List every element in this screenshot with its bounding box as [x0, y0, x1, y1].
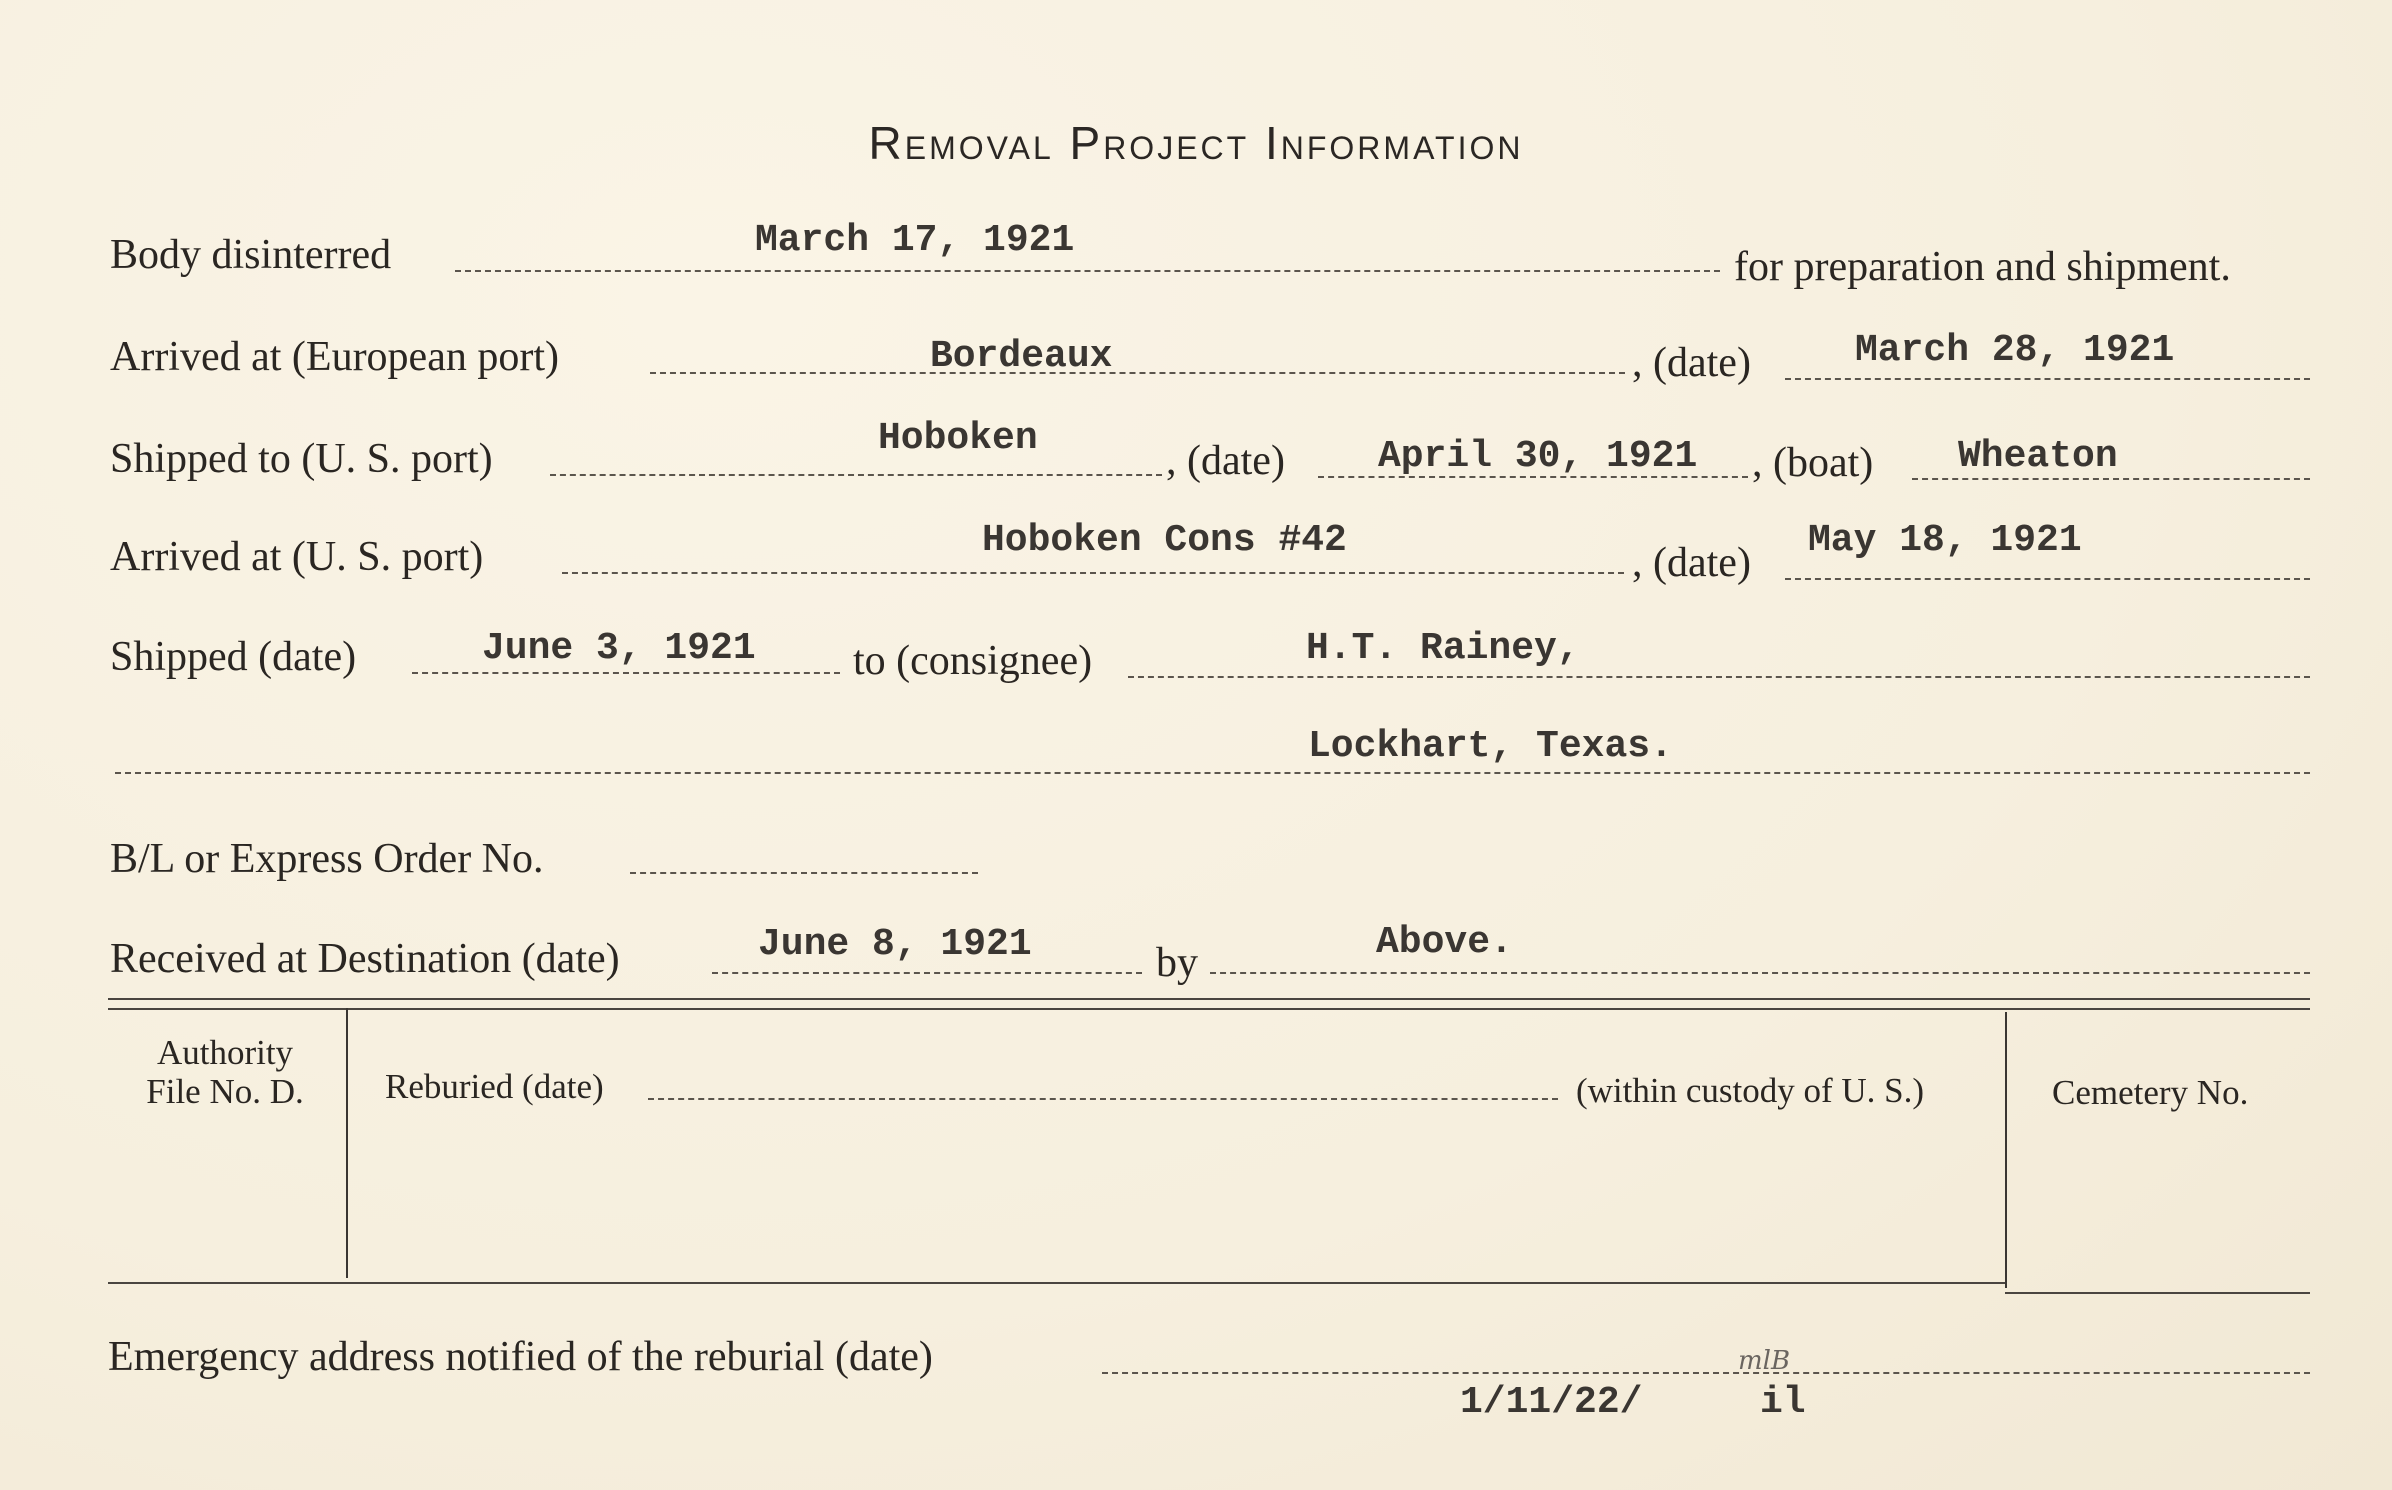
field-line-arrived-date — [1785, 578, 2310, 580]
value-emergency-date: 1/11/22/ — [1460, 1381, 1643, 1424]
label-file-no: File No. D. — [146, 1071, 304, 1111]
label-bl-order: B/L or Express Order No. — [110, 836, 544, 882]
label-by: by — [1156, 940, 1198, 986]
value-initials: il — [1760, 1381, 1806, 1424]
field-line-shipped-consignee-date — [412, 672, 840, 674]
label-emergency: Emergency address notified of the reburial (date) — [108, 1334, 933, 1380]
table-divider-left — [346, 1008, 348, 1278]
label-shipped-to: Shipped to (U. S. port) — [110, 436, 493, 482]
field-line-disinterred — [455, 270, 1720, 272]
value-boat: Wheaton — [1958, 435, 2118, 478]
value-european-date: March 28, 1921 — [1855, 329, 2175, 372]
label-reburied: Reburied (date) — [385, 1067, 604, 1106]
label-for-preparation: for preparation and shipment. — [1734, 244, 2231, 290]
label-authority: Authority — [156, 1033, 294, 1072]
label-to-consignee: to (consignee) — [853, 638, 1093, 684]
value-shipped-consignee-date: June 3, 1921 — [482, 627, 756, 670]
label-body-disinterred: Body disinterred — [110, 232, 392, 278]
field-line-received-by — [1210, 972, 2310, 974]
field-line-received-date — [712, 972, 1142, 974]
value-european-port: Bordeaux — [930, 335, 1113, 378]
cell-authority — [130, 1034, 320, 1111]
field-line-european-date — [1785, 378, 2310, 380]
table-top-rule — [108, 998, 2310, 1000]
label-shipped-consignee-date: Shipped (date) — [110, 634, 357, 680]
value-disinterred-date: March 17, 1921 — [755, 219, 1075, 262]
field-line-arrived-us — [562, 572, 1624, 574]
label-received: Received at Destination (date) — [110, 936, 620, 982]
label-custody: (within custody of U. S.) — [1576, 1071, 1925, 1110]
field-line-european-port — [650, 372, 1625, 374]
label-arrived-us: Arrived at (U. S. port) — [110, 534, 484, 580]
field-line-emergency — [1102, 1372, 2310, 1374]
value-consignee-line1: H.T. Rainey, — [1306, 627, 1580, 670]
label-european-date: , (date) — [1632, 340, 1751, 386]
field-line-us-port — [550, 474, 1162, 476]
handwritten-initials: mlB — [1738, 1346, 1791, 1376]
table-bottom-rule-left — [108, 1282, 2005, 1284]
form-title: Removal Project Information — [868, 117, 1524, 169]
field-line-boat — [1912, 478, 2310, 480]
table-top-rule-double — [108, 1008, 2310, 1010]
label-shipped-date: , (date) — [1166, 438, 1285, 484]
field-line-bl-order — [630, 872, 978, 874]
value-received-by: Above. — [1376, 921, 1513, 964]
label-arrived-european: Arrived at (European port) — [110, 334, 559, 380]
label-boat: , (boat) — [1752, 440, 1874, 486]
value-arrived-date: May 18, 1921 — [1808, 519, 2082, 562]
label-arrived-date: , (date) — [1632, 540, 1751, 586]
value-us-port-arrived: Hoboken Cons #42 — [982, 519, 1347, 562]
field-line-consignee — [1128, 676, 2310, 678]
table-divider-right — [2005, 1012, 2007, 1288]
field-line-consignee-continued — [115, 772, 2310, 774]
label-cemetery: Cemetery No. — [2052, 1073, 2249, 1112]
value-consignee-line2: Lockhart, Texas. — [1308, 725, 1673, 768]
table-bottom-rule-right — [2005, 1292, 2310, 1294]
value-received-date: June 8, 1921 — [758, 923, 1032, 966]
field-line-reburied — [648, 1098, 1558, 1100]
value-us-port-shipped: Hoboken — [878, 417, 1038, 460]
value-shipped-date: April 30, 1921 — [1378, 435, 1698, 478]
